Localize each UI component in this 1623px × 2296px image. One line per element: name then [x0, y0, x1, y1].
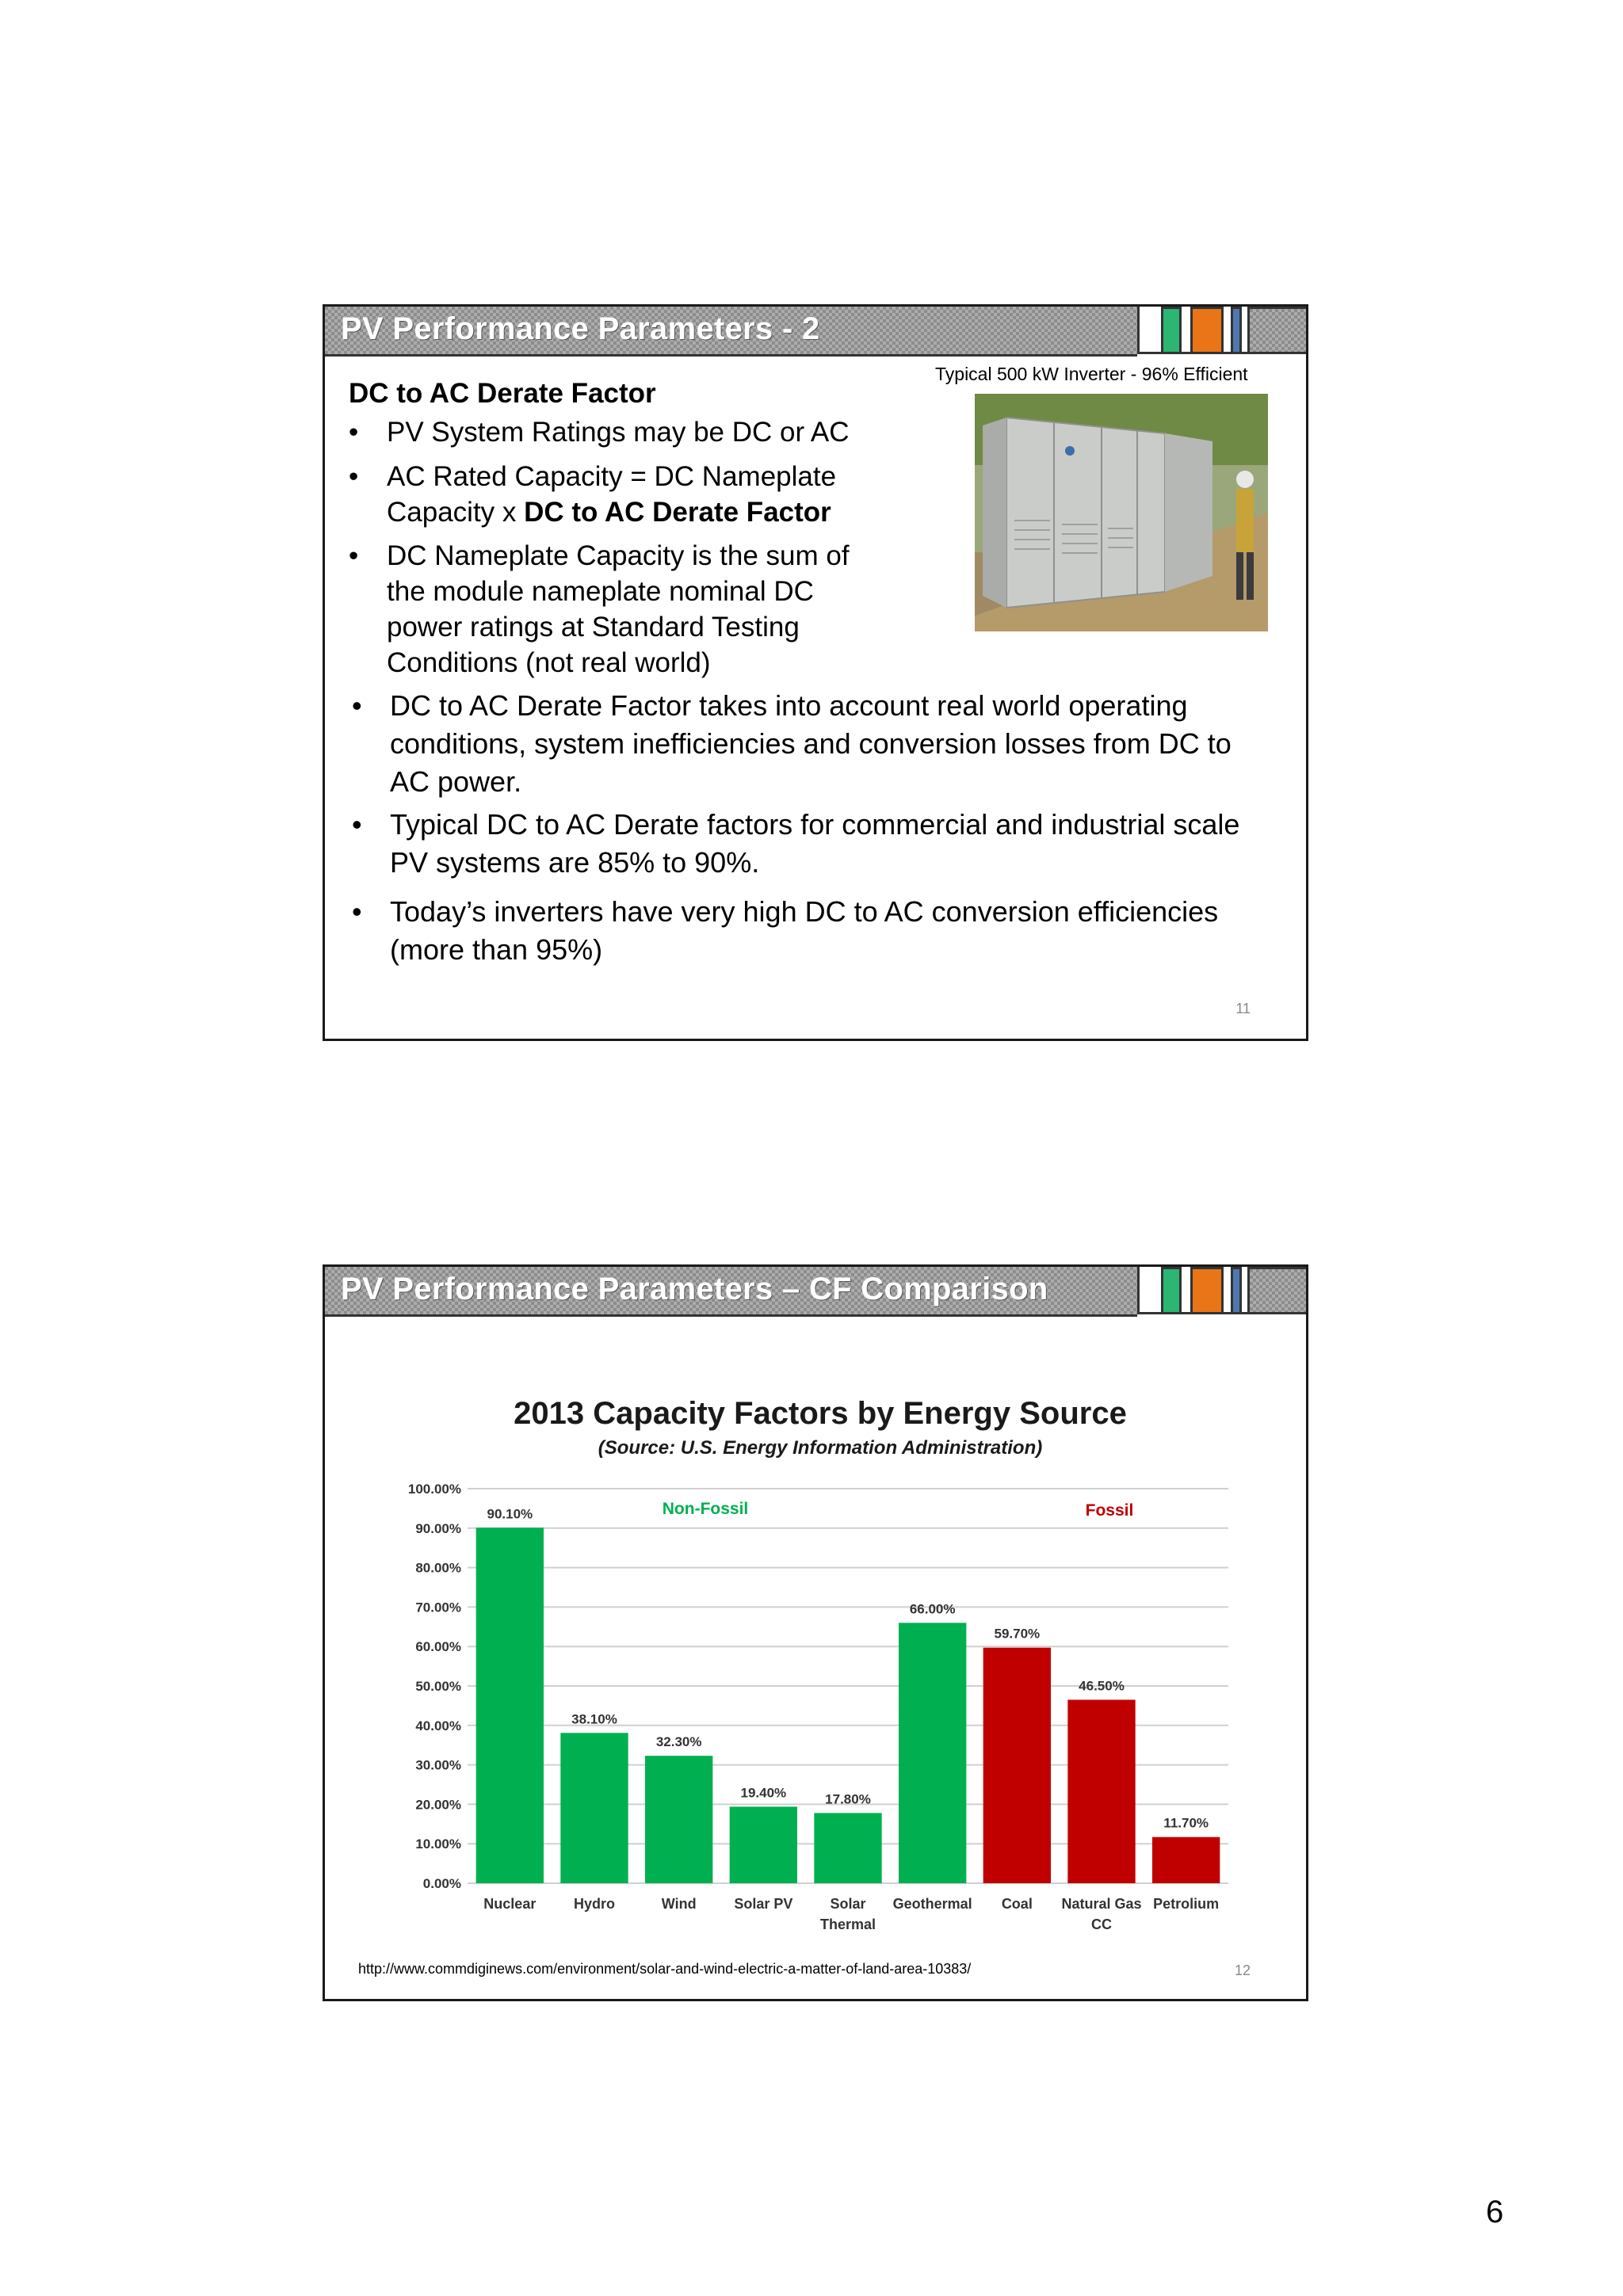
- photo-caption: Typical 500 kW Inverter - 96% Efficient: [935, 364, 1248, 384]
- chart-title: 2013 Capacity Factors by Energy Source: [514, 1396, 1127, 1431]
- y-tick-label: 100.00%: [407, 1482, 461, 1497]
- deco-orange-stripe: [1190, 1267, 1224, 1314]
- section-heading: DC to AC Derate Factor: [349, 378, 656, 409]
- page-number: 6: [1486, 2195, 1504, 2229]
- title-bar: [325, 1267, 1137, 1317]
- deco-blue-stripe: [1231, 307, 1242, 354]
- slide-title: PV Performance Parameters - 2: [341, 311, 820, 346]
- data-label: 38.10%: [571, 1711, 617, 1727]
- bar-natural-gas-cc: [1067, 1699, 1135, 1883]
- data-label: 17.80%: [825, 1791, 871, 1807]
- bullet-item: [352, 893, 1262, 969]
- deco-pattern-block: [1247, 1267, 1308, 1314]
- x-tick-label: Geothermal: [892, 1896, 972, 1912]
- bullet-marker: •: [349, 461, 359, 492]
- x-tick-label: Natural Gas: [1061, 1896, 1142, 1912]
- capacity-factor-chart: [325, 1314, 1306, 1948]
- bullet-item: [352, 687, 1262, 801]
- inverter-photo-illustration: [975, 394, 1268, 631]
- y-tick-label: 10.00%: [415, 1836, 461, 1852]
- x-tick-label: Nuclear: [483, 1896, 537, 1912]
- bullet-item: [349, 459, 894, 530]
- x-tick-label: Thermal: [819, 1917, 876, 1932]
- data-label: 66.00%: [909, 1601, 956, 1617]
- title-bar: [325, 307, 1137, 357]
- x-tick-label: CC: [1091, 1917, 1112, 1932]
- bar-geothermal: [899, 1623, 966, 1883]
- bullet-marker: •: [352, 808, 362, 841]
- group-label-non-fossil: Non-Fossil: [662, 1500, 749, 1518]
- group-label-fossil: Fossil: [1085, 1501, 1134, 1520]
- chart-subtitle: (Source: U.S. Energy Information Administration): [598, 1437, 1043, 1459]
- x-tick-label: Hydro: [573, 1896, 616, 1912]
- x-tick-label: Petrolium: [1153, 1896, 1220, 1912]
- slide-12: [323, 1264, 1308, 2001]
- y-tick-label: 60.00%: [415, 1639, 461, 1655]
- y-tick-label: 20.00%: [415, 1797, 461, 1813]
- slide-11: [323, 304, 1308, 1041]
- x-tick-label: Solar PV: [734, 1896, 793, 1912]
- y-tick-label: 50.00%: [415, 1679, 461, 1694]
- slide-number: 12: [1234, 1962, 1251, 1978]
- bullet-marker: •: [349, 417, 359, 448]
- y-tick-label: 90.00%: [415, 1520, 461, 1536]
- bar-petrolium: [1152, 1837, 1220, 1883]
- bullet-bold-text: DC to AC Derate Factor: [524, 497, 831, 528]
- bullet-item: [349, 414, 894, 450]
- data-label: 59.70%: [994, 1626, 1041, 1642]
- data-label: 11.70%: [1163, 1815, 1209, 1831]
- slide-number: 11: [1235, 1001, 1251, 1016]
- bullet-text: DC to AC Derate Factor takes into account real world operating conditions, system inefficiencies and conversion losses from DC to AC power.: [390, 689, 1232, 798]
- bar-coal: [983, 1648, 1051, 1883]
- data-label: 46.50%: [1079, 1678, 1125, 1694]
- bar-wind: [645, 1756, 712, 1883]
- y-tick-label: 40.00%: [415, 1718, 461, 1733]
- deco-green-stripe: [1161, 307, 1182, 354]
- bar-solar-thermal: [814, 1813, 881, 1883]
- bar-solar-pv: [730, 1806, 797, 1883]
- y-tick-label: 30.00%: [415, 1757, 461, 1773]
- bullet-marker: •: [352, 689, 362, 722]
- data-label: 90.10%: [487, 1506, 533, 1522]
- source-url: http://www.commdiginews.com/environment/solar-and-wind-electric-a-matter-of-land-area-10383/: [358, 1961, 972, 1977]
- deco-blue-stripe: [1231, 1267, 1242, 1314]
- bullet-item: [349, 538, 894, 681]
- x-tick-label: Coal: [1001, 1896, 1033, 1912]
- data-label: 32.30%: [655, 1734, 702, 1750]
- y-tick-label: 80.00%: [415, 1560, 461, 1576]
- deco-pattern-block: [1247, 307, 1308, 354]
- x-tick-label: Wind: [661, 1896, 697, 1912]
- bullet-marker: •: [349, 540, 359, 571]
- bullet-text: Typical DC to AC Derate factors for commercial and industrial scale PV systems are 85% to 90%.: [390, 808, 1240, 879]
- slide-title: PV Performance Parameters – CF Comparison: [341, 1272, 1048, 1306]
- data-label: 19.40%: [740, 1785, 787, 1801]
- bar-hydro: [560, 1733, 628, 1883]
- deco-orange-stripe: [1190, 307, 1224, 354]
- bullet-text: DC Nameplate Capacity is the sum of the module nameplate nominal DC power ratings at Standard Testing Conditions (not real world): [387, 540, 850, 678]
- deco-green-stripe: [1161, 1267, 1182, 1314]
- bullet-item: [352, 806, 1262, 882]
- y-tick-label: 70.00%: [415, 1600, 461, 1615]
- y-tick-label: 0.00%: [422, 1876, 461, 1891]
- bullet-text: Today’s inverters have very high DC to AC conversion efficiencies (more than 95%): [390, 895, 1219, 966]
- inverter-photo: [975, 394, 1268, 631]
- bullet-text: PV System Ratings may be DC or AC: [387, 417, 850, 448]
- x-tick-label: Solar: [830, 1896, 866, 1912]
- bullet-marker: •: [352, 895, 362, 928]
- bar-nuclear: [476, 1527, 544, 1883]
- bullet-text: AC Rated Capacity = DC Nameplate Capacity x: [387, 461, 837, 528]
